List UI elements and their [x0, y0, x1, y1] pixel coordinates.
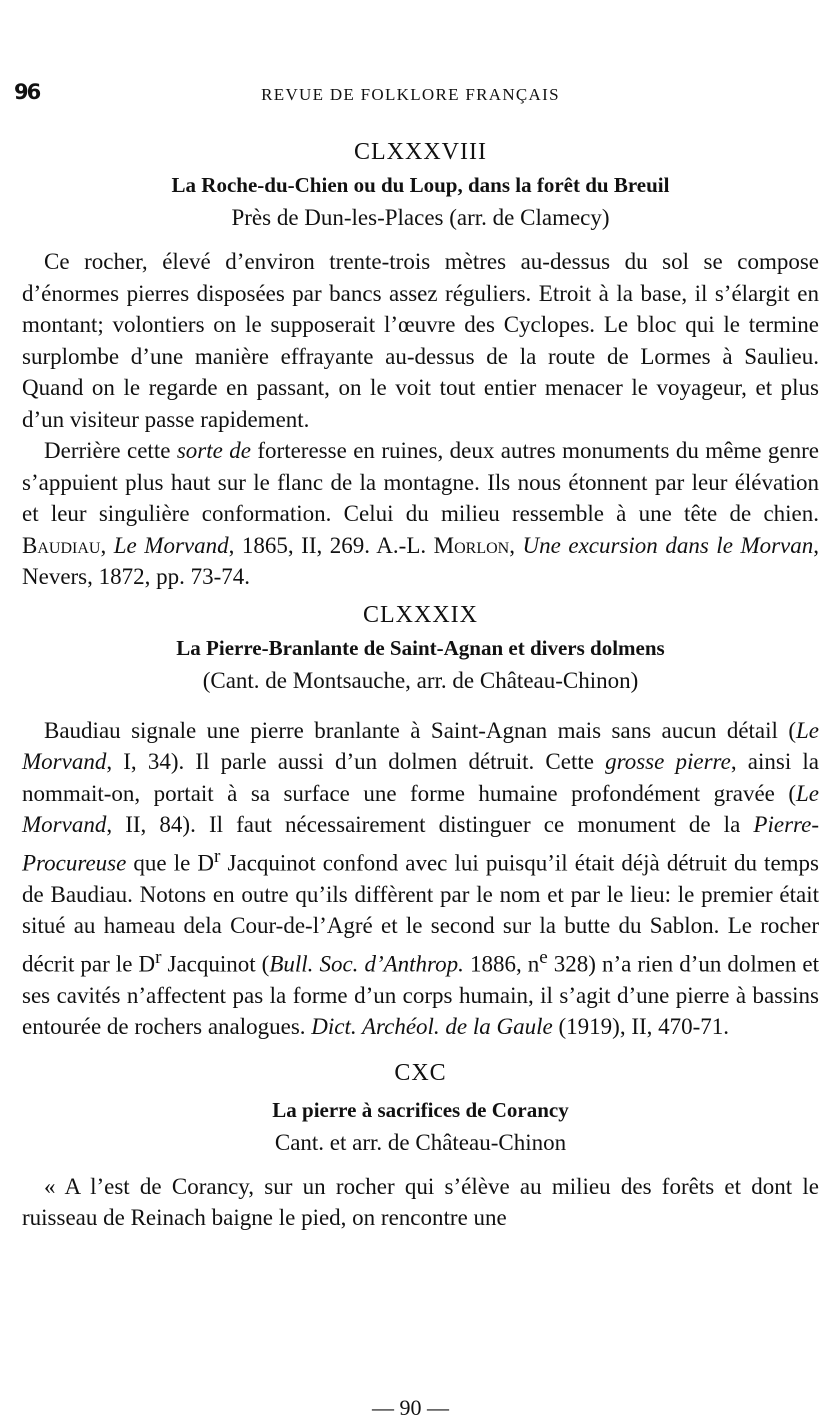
section-title: La Roche-du-Chien ou du Loup, dans la forêt du Breuil [171, 173, 670, 197]
section-title: La Pierre-Branlante de Saint-Agnan et divers dolmens [176, 635, 665, 660]
section-location: (Cant. de Montsauche, arr. de Château-Chinon) [202, 667, 639, 693]
page-number: — 90 — [372, 1395, 449, 1420]
section-title: La pierre à sacrifices de Corancy [272, 1097, 569, 1122]
paragraph: « A l’est de Corancy, sur un rocher qui s’élève au milieu des forêts et dont le ruisseau de Reinach baigne le pied, on rencontre une [22, 1173, 819, 1231]
paragraph: Baudiau signale une pierre branlante à Saint-Agnan mais sans aucun détail (Le Morvand, I, 34). Il parle aussi d’un dolmen détruit. Cette grosse pierre, ainsi la nommait-on, portait à sa surface une forme humaine profondément gravée (Le Morvand, II, 84). Il faut nécessairement distinguer ce monument de la Pierre-Procureuse que le $D^r$ Jacquinot confond avec lui puisqu’il était déjà détruit du temps de Baudiau. Notons en outre qu’ils diffèrent par le nom et par le lieu: le premier était situé au hameau dela Cour-de-l’Agré et le second sur la butte du Sablon. Le rocher décrit par le $D^r$ Jacquinot (Bull. Soc. d’Anthrop. 1886, $n^e$ 328) n’a rien d’un dolmen et ses cavités n’affectent pas la forme d’un corps humain, il s’agit d’une pierre à bassins entourée de rochers analogues. Dict. Archéol. de la Gaule (1919), II, 470-71. [22, 717, 820, 1040]
section-number: CXC [394, 1059, 447, 1086]
page-header [0, 80, 821, 110]
section-location: Près de Dun-les-Places (arr. de Clamecy) [231, 205, 610, 230]
page-content [22, 134, 819, 1234]
running-title: REVUE DE FOLKLORE FRANÇAIS [261, 85, 560, 104]
folio-number: 96 [14, 80, 40, 104]
paragraph: Ce rocher, élevé d’environ trente-trois mètres au-dessus du sol se compose d’énormes pierres disposées par bancs assez réguliers. Etroit à la base, il s’élargit en montant; volontiers on le supposerait l’œuvre des Cyclopes. Le bloc qui le termine surplombe d’une manière effrayante au-dessus de la route de Lormes à Saulieu. Quand on le regarde en passant, on le voit tout entier menacer le voyageur, et plus d’un visiteur passe rapidement. [22, 249, 819, 432]
section-number: CLXXXIX [363, 601, 478, 628]
section-number: CLXXXVIII [354, 139, 487, 165]
section-location: Cant. et arr. de Château-Chinon [274, 1129, 567, 1155]
paragraph: Derrière cette sorte de forteresse en ruines, deux autres monuments du même genre s’appuient plus haut sur le flanc de la montagne. Ils nous étonnent par leur élévation et leur singulière conformation. Celui du milieu ressemble à une tête de chien. Baudiau, Le Morvand, 1865, II, 269. A.-L. Morlon, Une excursion dans le Morvan, Nevers, 1872, pp. 73-74. [22, 438, 820, 589]
